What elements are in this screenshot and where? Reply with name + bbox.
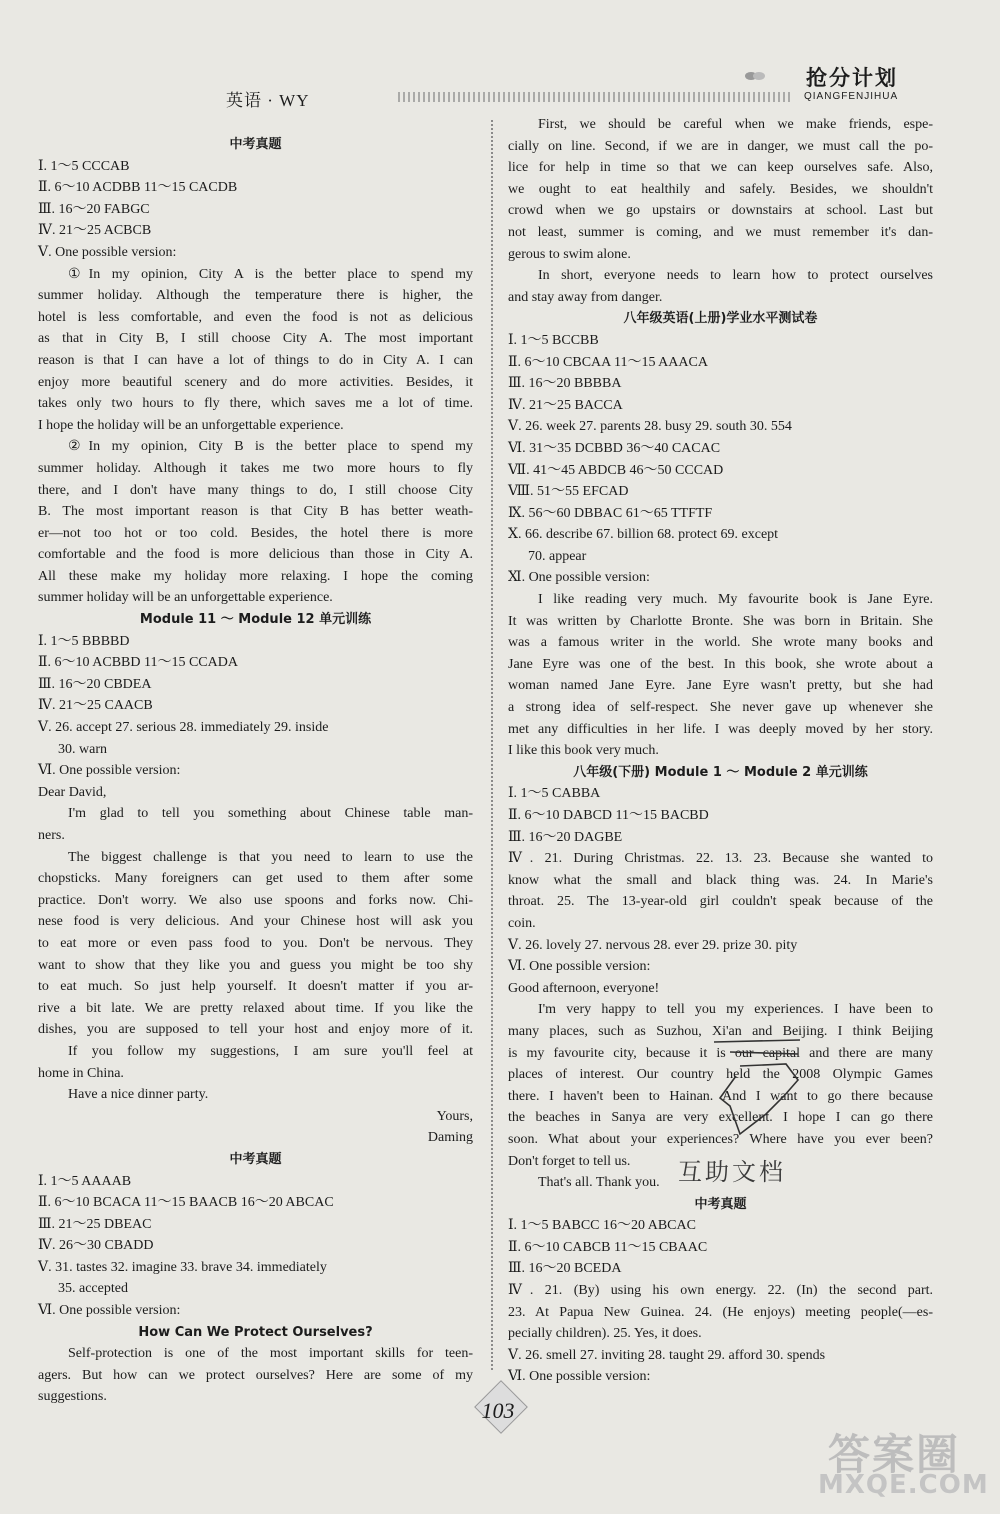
header-divider: [398, 92, 790, 102]
text-line: cially on line. Second, if we are in danger, we must call the po-: [508, 138, 933, 154]
text-line: ners.: [38, 828, 65, 843]
text-line: 中考真题: [229, 137, 282, 152]
text-line: 中考真题: [229, 1151, 282, 1167]
text-line: to eat much. So just help yourself. It doesn't matter if you ar-: [38, 979, 473, 995]
text-line: Ⅹ. 66. describe 67. billion 68. protect 69. except: [508, 527, 779, 543]
text-line: Good afternoon, everyone!: [508, 980, 660, 996]
text-line: throat. 25. The 13-year-old girl couldn't speak because of the: [508, 894, 933, 910]
text-line: soon. What about your experiences? Where have you ever been?: [508, 1131, 933, 1147]
text-line: met any difficulties in her life. I was deeply moved by her story.: [508, 721, 933, 737]
text-line: Ⅳ. 21～25 BACCA: [508, 397, 623, 413]
header-ornament-icon: [744, 70, 766, 82]
text-line: we ought to eat healthily and safely. Besides, we shouldn't: [508, 181, 933, 197]
text-line: and stay away from danger.: [508, 289, 663, 305]
text-line: I'm glad to tell you something about Chinese table man-: [68, 806, 473, 822]
text-line: Ⅶ. 41～45 ABDCB 46～50 CCCAD: [508, 462, 724, 478]
text-line: summer holiday will be an unforgettable experience.: [38, 590, 333, 606]
text-line: If you follow my suggestions, I am sure you'll feel at: [68, 1043, 473, 1059]
text-line: Dear David,: [38, 784, 107, 800]
watermark-url: MXQE.COM: [818, 1470, 989, 1500]
text-line: Ⅲ. 16～20 CBDEA: [38, 676, 152, 692]
text-line: Ⅴ. 26. accept 27. serious 28. immediately 29. inside: [38, 720, 329, 736]
text-line: Ⅱ. 6～10 DABCD 11～15 BACBD: [508, 808, 709, 823]
text-line: 70. appear: [528, 548, 587, 564]
text-line: agers. But how can we protect ourselves? Here are some of my: [38, 1367, 473, 1383]
text-line: I hope the holiday will be an unforgettable experience.: [38, 417, 344, 433]
text-line: Ⅰ. 1～5 BBBBD: [38, 633, 130, 649]
text-line: enjoy more beautiful scenery and do more activities. Besides, it: [38, 374, 473, 390]
text-line: summer holiday. Although the temperature there is higher, the: [38, 288, 473, 304]
text-line: many places, such as Suzhou, Xi'an and Beijing. I think Beijing: [508, 1023, 933, 1039]
watermark-logo: 答案圈: [828, 1430, 961, 1479]
text-line: Ⅰ. 1～5 BABCC 16～20 ABCAC: [508, 1218, 696, 1234]
text-line: Ⅵ. One possible version:: [38, 763, 181, 779]
text-line: In short, everyone needs to learn how to protect ourselves: [538, 268, 933, 284]
text-line: ②In my opinion, City B is the better place to spend my: [68, 439, 473, 455]
text-line: places of interest. Our country held the 2008 Olympic Games: [508, 1067, 933, 1083]
text-line: 八年级(下册) Module 1 ～ Module 2 单元训练: [573, 764, 868, 780]
text-line: Ⅱ. 6～10 BCACA 11～15 BAACB 16～20 ABCAC: [38, 1195, 334, 1211]
text-line: That's all. Thank you.: [538, 1175, 660, 1191]
left-column: [38, 134, 473, 1408]
stamp-text: 互助文档: [678, 1158, 786, 1186]
text-line: Yours,: [436, 1108, 473, 1124]
text-line: Ⅳ. 21～25 ACBCB: [38, 223, 152, 239]
text-line: The biggest challenge is that you need to learn to use the: [68, 849, 473, 865]
page-number-label: 103: [481, 1398, 515, 1423]
text-line: Ⅵ. One possible version:: [38, 1303, 181, 1319]
text-line: Ⅳ. 26～30 CBADD: [38, 1238, 154, 1254]
text-line: coin.: [508, 915, 536, 931]
text-line: Have a nice dinner party.: [68, 1087, 209, 1103]
text-line: lice for help in time so that we can keep ourselves safe. Also,: [508, 160, 933, 176]
text-line: Don't forget to tell us.: [508, 1153, 631, 1169]
text-line: 八年级英语(上册)学业水平测试卷: [623, 311, 818, 327]
text-line: Ⅲ. 16～20 FABGC: [38, 201, 150, 217]
text-line: woman named Jane Eyre. Jane Eyre wasn't pretty, but she had: [508, 678, 933, 694]
text-line: Ⅱ. 6～10 ACDBB 11～15 CACDB: [38, 180, 238, 196]
text-line: Ⅴ. 31. tastes 32. imagine 33. brave 34. immediately: [38, 1259, 327, 1275]
text-line: Ⅸ. 56～60 DBBAC 61～65 TTFTF: [508, 505, 713, 521]
text-line: Self-protection is one of the most important skills for teen-: [68, 1346, 473, 1362]
text-line: not least, summer is coming, and we must remember it's dan-: [508, 224, 933, 240]
text-line: Ⅱ. 6～10 CABCB 11～15 CBAAC: [508, 1239, 708, 1255]
text-line: takes only two hours to fly there, which saves me a lot of time.: [38, 396, 473, 412]
text-line: 中考真题: [694, 1196, 747, 1212]
text-line: Ⅲ. 21～25 DBEAC: [38, 1216, 152, 1232]
text-line: Ⅵ. One possible version:: [508, 1369, 651, 1385]
text-line: Ⅴ. 26. lovely 27. nervous 28. ever 29. prize 30. pity: [508, 937, 798, 953]
text-line: rive a bit late. We are pretty relaxed about time. If you like the: [38, 1000, 473, 1016]
text-line: Ⅰ. 1～5 AAAAB: [38, 1173, 132, 1189]
text-line: pecially children). 25. Yes, it does.: [508, 1326, 702, 1342]
text-line: Ⅷ. 51～55 EFCAD: [508, 484, 629, 500]
text-line: dishes, you are supposed to tell your host and enjoy more of it.: [38, 1022, 473, 1038]
text-line: I like this book very much.: [508, 743, 659, 759]
text-line: er—not too hot or too cold. Besides, the hotel there is more: [38, 525, 473, 541]
text-line: there, and I don't have many things to do, I still choose City: [38, 482, 473, 498]
text-line: was a famous writer in the world. She wrote many books and: [508, 635, 933, 651]
header-subject: 英语 · WY: [226, 91, 310, 110]
text-line: Ⅳ. 21. (By) using his own energy. 22. (In) the second part.: [508, 1283, 933, 1299]
text-line: I'm very happy to tell you my experiences. I have been to: [538, 1002, 933, 1018]
text-line: Ⅲ. 16～20 BCEDA: [508, 1261, 622, 1277]
text-line: Ⅲ. 16～20 BBBBA: [508, 376, 622, 392]
text-line: All these make my holiday more relaxing. I hope the coming: [38, 568, 473, 584]
text-line: know what the small and black thing was. 24. In Marie's: [508, 872, 933, 888]
text-line: Jane Eyre was one of the best. In this book, she wrote about a: [508, 656, 933, 672]
text-line: It was written by Charlotte Bronte. She was born in Britain. She: [508, 613, 933, 629]
text-line: chopsticks. Many foreigners can get used to them after some: [38, 871, 473, 887]
text-line: home in China.: [38, 1065, 124, 1081]
text-line: there. I haven't been to Hainan. And I want to go there because: [508, 1088, 933, 1104]
page-number: [452, 1394, 544, 1434]
text-line: Ⅺ. One possible version:: [508, 570, 650, 586]
text-line: Ⅵ. 31～35 DCBBD 36～40 CACAC: [508, 440, 721, 456]
right-column: [508, 114, 933, 1388]
text-line: First, we should be careful when we make friends, espe-: [538, 117, 933, 132]
text-line: Ⅵ. One possible version:: [508, 959, 651, 975]
text-line: a strong idea of self-respect. She never gave up whenever she: [508, 700, 933, 716]
header-brand: 抢分计划: [806, 66, 898, 90]
text-line: Ⅴ. 26. smell 27. inviting 28. taught 29. afford 30. spends: [508, 1347, 826, 1363]
text-line: as that in City B, I still choose City A. The most important: [38, 331, 473, 347]
text-line: crowd when we go upstairs or downstairs at school. Last but: [508, 203, 933, 219]
text-line: the beaches in Sanya are very excellent. I hope I can go there: [508, 1110, 933, 1126]
column-divider: [491, 120, 493, 1370]
text-line: Ⅲ. 16～20 DAGBE: [508, 829, 623, 845]
text-line: Ⅰ. 1～5 CCCAB: [38, 158, 130, 174]
text-line: Ⅱ. 6～10 ACBBD 11～15 CCADA: [38, 655, 238, 671]
text-line: 30. warn: [58, 741, 107, 757]
text-line: Ⅰ. 1～5 CABBA: [508, 786, 601, 802]
text-line: practice. Don't worry. We also use spoons and forks now. Chi-: [38, 892, 473, 908]
text-line: suggestions.: [38, 1389, 107, 1405]
text-line: comfortable and the food is more delicious than those in City A.: [38, 547, 473, 563]
text-line: I like reading very much. My favourite book is Jane Eyre.: [538, 592, 933, 608]
text-line: is my favourite city, because it is our capital and there are many: [508, 1045, 933, 1061]
text-line: gerous to swim alone.: [508, 246, 631, 262]
header-brand-pinyin: QIANGFENJIHUA: [804, 91, 899, 102]
text-line: Ⅳ. 21. During Christmas. 22. 13. 23. Because she wanted to: [508, 851, 933, 867]
text-line: to eat more or even pass food to you. Don't be nervous. They: [38, 935, 473, 951]
text-line: want to show that they like you and guess you might be too shy: [38, 957, 473, 973]
text-line: Daming: [427, 1130, 473, 1146]
text-line: B. The most important reason is that City B has better weath-: [38, 504, 473, 520]
text-line: reason is that I can have a lot of things to do in City A. I can: [38, 352, 473, 368]
handwritten-scribble-icon: [700, 1036, 810, 1146]
text-line: 23. At Papua New Guinea. 24. (He enjoys) meeting people(—es-: [508, 1304, 933, 1320]
text-line: 35. accepted: [58, 1281, 128, 1297]
text-line: nese food is very delicious. And your Chinese host will ask you: [38, 914, 473, 930]
text-line: Ⅴ. 26. week 27. parents 28. busy 29. south 30. 554: [508, 419, 792, 435]
text-line: summer holiday. Although it takes me two more hours to fly: [38, 460, 473, 476]
text-line: Ⅴ. One possible version:: [38, 244, 177, 260]
text-line: Ⅳ. 21～25 CAACB: [38, 698, 153, 714]
text-line: hotel is less comfortable, and even the food is not as delicious: [38, 309, 473, 325]
text-line: How Can We Protect Ourselves?: [138, 1324, 373, 1340]
text-line: Ⅰ. 1～5 BCCBB: [508, 332, 599, 348]
text-line: ①In my opinion, City A is the better place to spend my: [68, 266, 473, 282]
text-line: Module 11 ～ Module 12 单元训练: [139, 612, 372, 628]
text-line: Ⅱ. 6～10 CBCAA 11～15 AAACA: [508, 354, 708, 370]
